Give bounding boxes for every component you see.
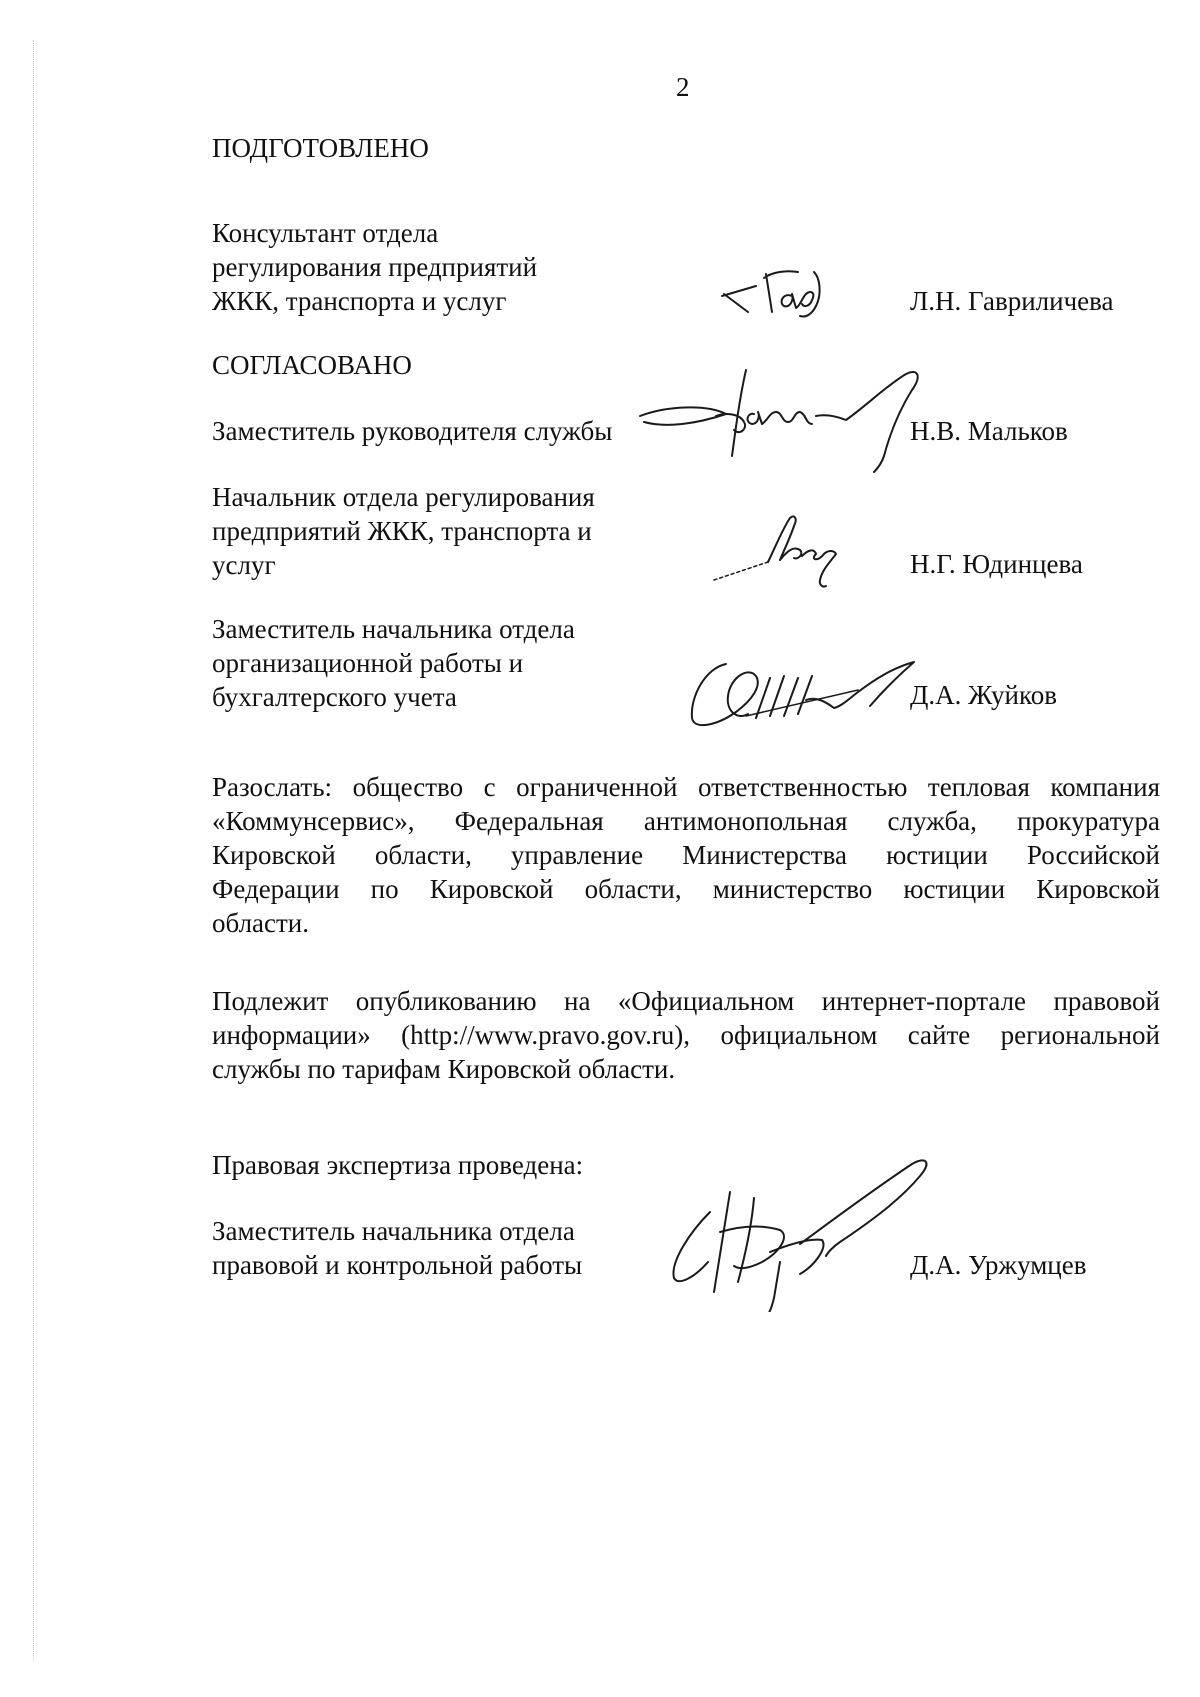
distribution-paragraph bbox=[212, 770, 1160, 940]
publication-paragraph bbox=[212, 984, 1160, 1086]
scan-edge-marks bbox=[33, 40, 34, 1660]
legal-review-heading: Правовая экспертиза проведена: bbox=[212, 1150, 584, 1180]
paragraph-line: Федерации по Кировской области, министерство юстиции Кировской bbox=[212, 874, 1160, 904]
position-line: Заместитель начальника отдела bbox=[212, 614, 575, 644]
paragraph-line: Разослать: общество с ограниченной ответственностью тепловая компания bbox=[212, 772, 1160, 802]
page-number: 2 bbox=[676, 72, 690, 102]
signature-gavrilicheva bbox=[720, 266, 840, 326]
signer-1-name: Н.В. Мальков bbox=[910, 416, 1068, 446]
prepared-heading: ПОДГОТОВЛЕНО bbox=[212, 133, 429, 163]
position-line: Консультант отдела bbox=[212, 218, 439, 248]
signer-3-name: Д.А. Жуйков bbox=[910, 680, 1057, 710]
paragraph-line: Кировской области, управление Министерства юстиции Российской bbox=[212, 840, 1160, 870]
agreed-heading: СОГЛАСОВАНО bbox=[212, 350, 412, 380]
signature-yudintseva bbox=[710, 510, 850, 590]
prepared-position bbox=[212, 216, 537, 318]
paragraph-line: «Коммунсервис», Федеральная антимонопольная служба, прокуратура bbox=[212, 806, 1160, 836]
signer-1-position bbox=[212, 414, 612, 448]
position-line: регулирования предприятий bbox=[212, 252, 538, 282]
paragraph-line: области. bbox=[212, 908, 310, 938]
position-line: ЖКК, транспорта и услуг bbox=[212, 286, 507, 316]
position-line: Заместитель начальника отдела bbox=[212, 1216, 575, 1246]
signer-3-position bbox=[212, 612, 575, 714]
prepared-name: Л.Н. Гавриличева bbox=[910, 286, 1114, 316]
paragraph-line: информации» (http://www.pravo.gov.ru), официальном сайте региональной bbox=[212, 1020, 1160, 1050]
position-line: правовой и контрольной работы bbox=[212, 1250, 583, 1280]
signer-2-name: Н.Г. Юдинцева bbox=[910, 549, 1083, 579]
paragraph-line: Подлежит опубликованию на «Официальном интернет-портале правовой bbox=[212, 986, 1160, 1016]
position-line: услуг bbox=[212, 550, 276, 580]
signature-malkov bbox=[636, 366, 936, 476]
signer-2-position bbox=[212, 480, 595, 582]
paragraph-line: службы по тарифам Кировской области. bbox=[212, 1054, 676, 1084]
position-line: предприятий ЖКК, транспорта и bbox=[212, 516, 592, 546]
position-line: организационной работы и bbox=[212, 648, 524, 678]
signature-zhuykov bbox=[686, 656, 922, 732]
signature-urzhumtsev bbox=[650, 1152, 950, 1312]
legal-review-position bbox=[212, 1214, 582, 1282]
position-line: Заместитель руководителя службы bbox=[212, 416, 613, 446]
position-line: Начальник отдела регулирования bbox=[212, 482, 595, 512]
position-line: бухгалтерского учета bbox=[212, 682, 457, 712]
legal-review-name: Д.А. Уржумцев bbox=[910, 1250, 1087, 1280]
